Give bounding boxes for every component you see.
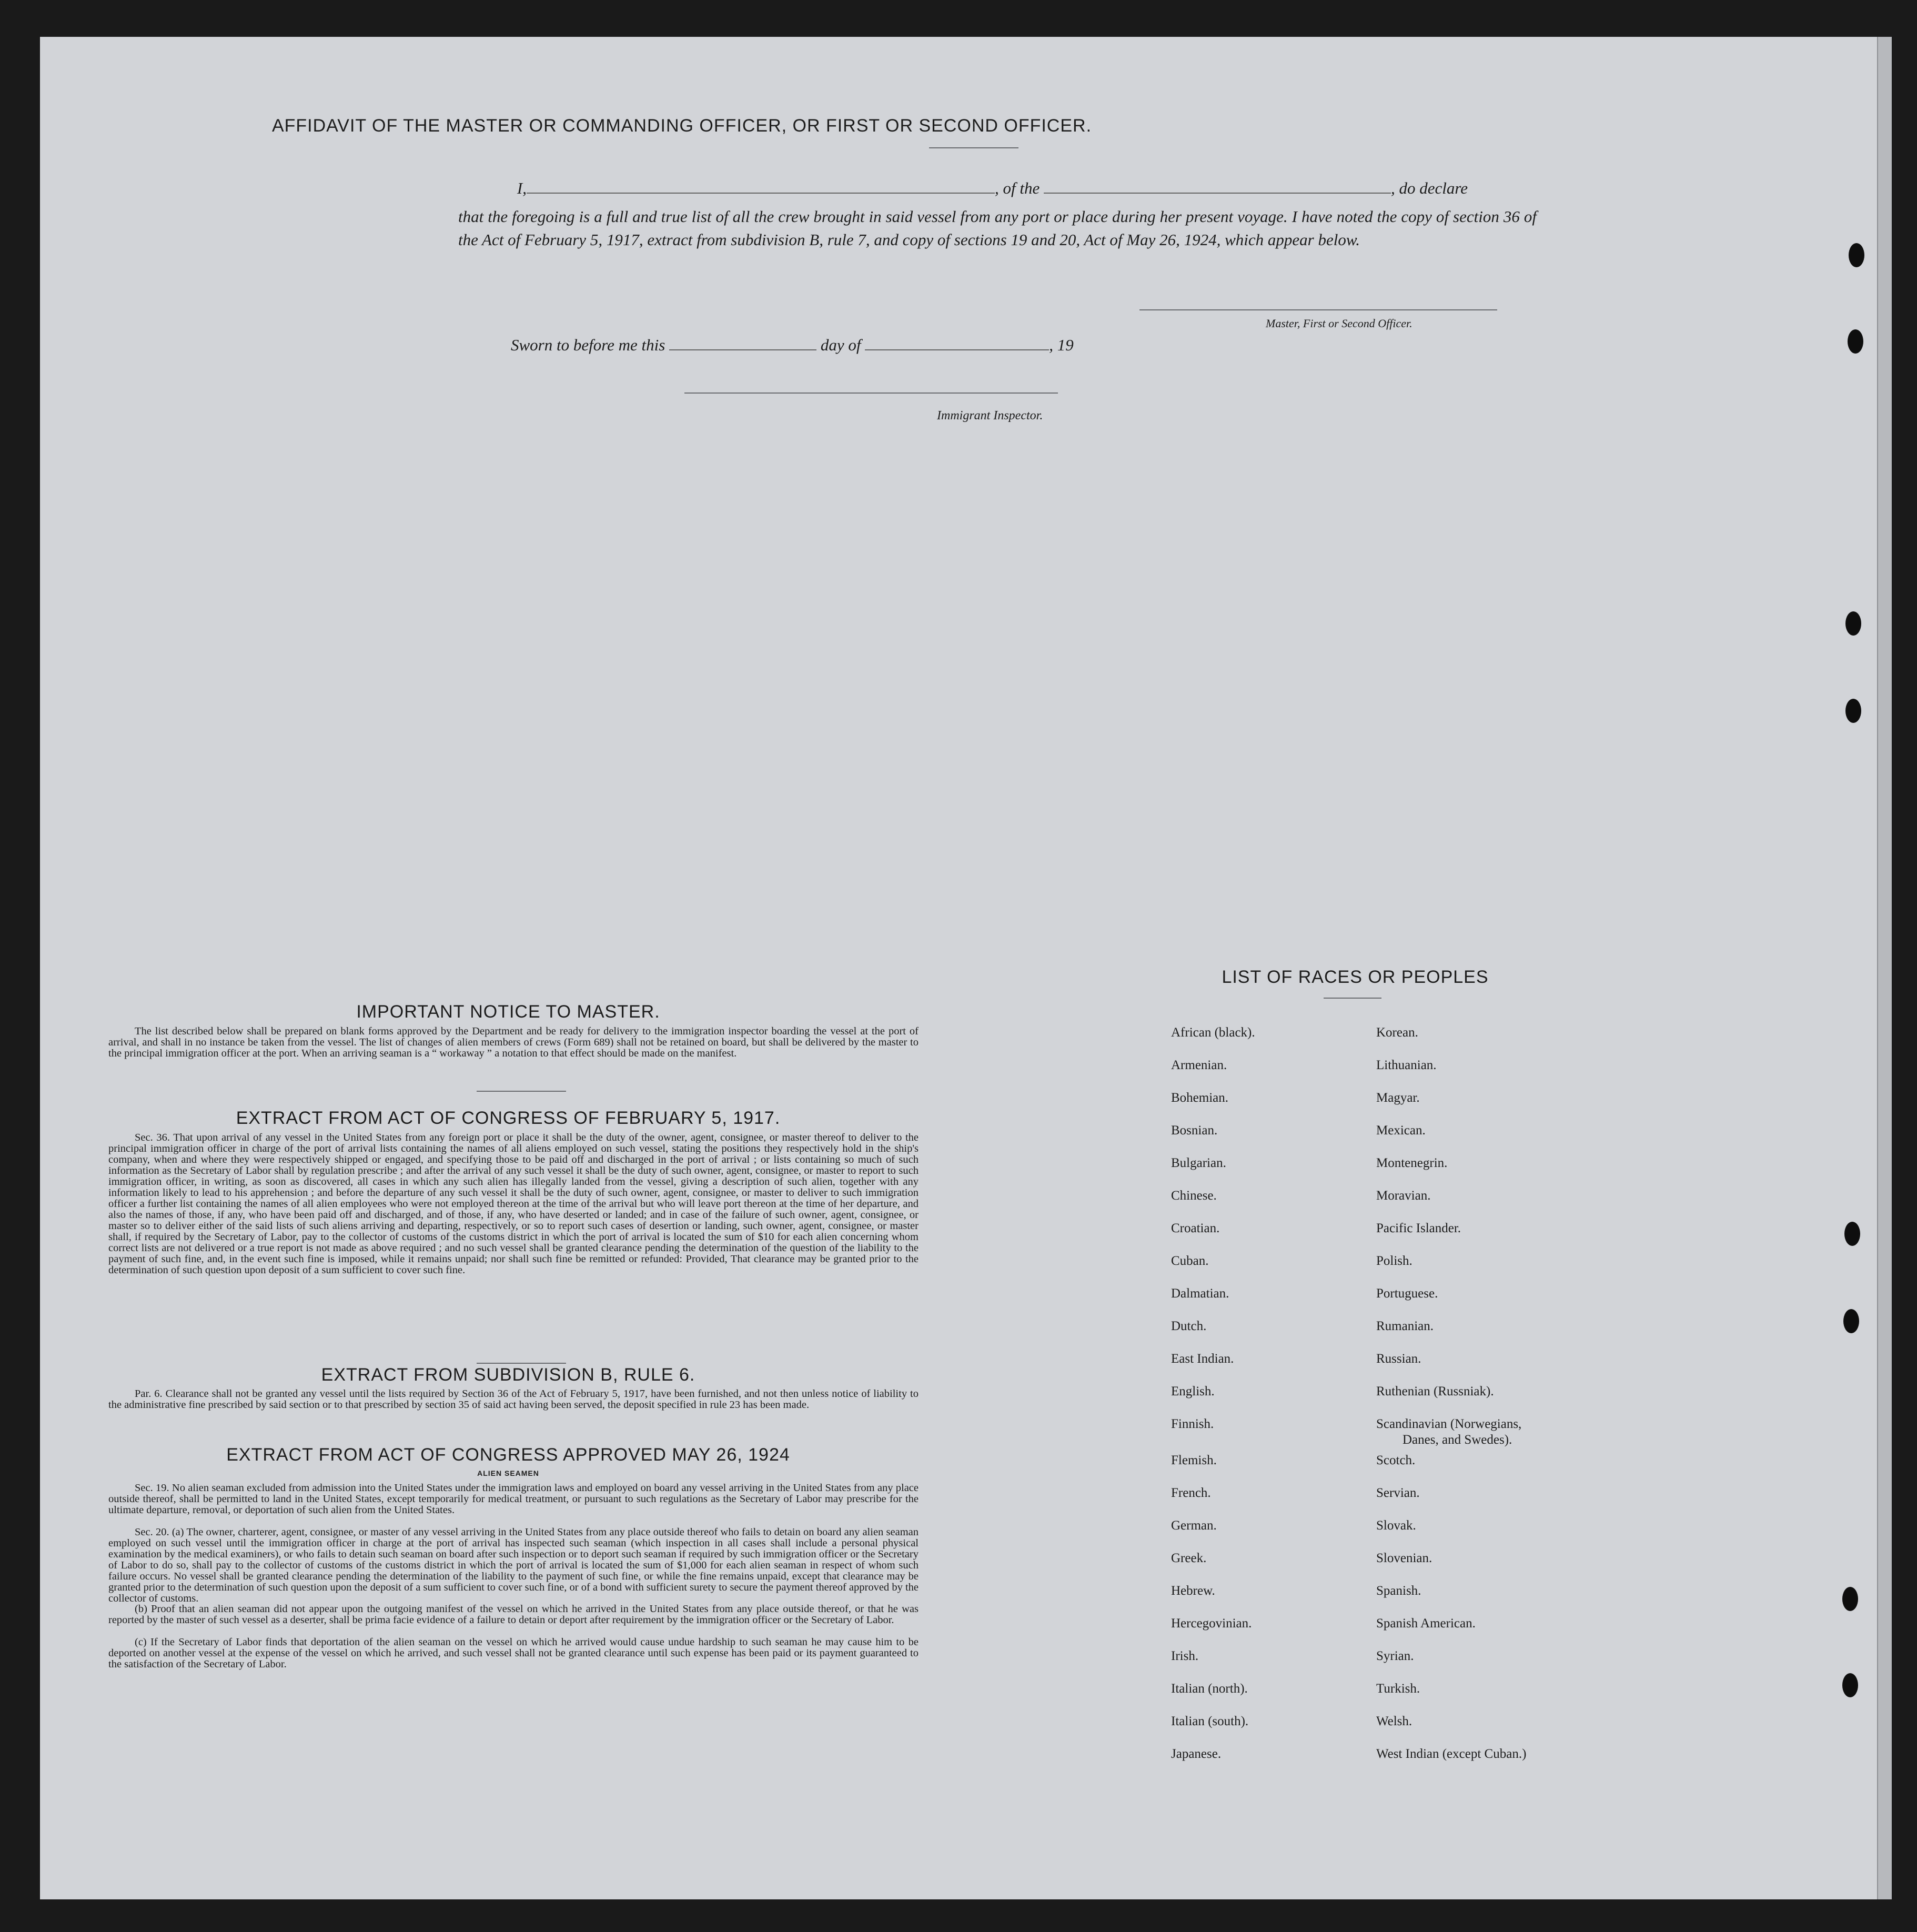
race-item: Welsh. (1376, 1714, 1412, 1728)
binder-hole-icon (1843, 1309, 1859, 1333)
race-item: Polish. (1376, 1254, 1412, 1268)
i-label: I, (517, 179, 527, 197)
race-item: African (black). (1171, 1025, 1255, 1040)
race-item: Dalmatian. (1171, 1286, 1229, 1301)
race-item: Dutch. (1171, 1319, 1207, 1333)
race-item: Flemish. (1171, 1453, 1217, 1467)
signature-line[interactable] (1139, 309, 1497, 310)
race-item: Cuban. (1171, 1254, 1209, 1268)
notice-divider (477, 1091, 566, 1092)
race-item: Bohemian. (1171, 1091, 1229, 1105)
sworn-line (511, 336, 1074, 355)
do-declare-label: , do declare (1391, 179, 1468, 197)
race-item: Scotch. (1376, 1453, 1416, 1467)
race-item: Bosnian. (1171, 1123, 1218, 1138)
title-divider (929, 147, 1018, 148)
race-item: Greek. (1171, 1551, 1207, 1565)
extract-rule6-text: Par. 6. Clearance shall not be granted any vessel until the lists required by Section 36 of the Act of February 5, 1917, have been furnished, and not then unless notice of liability to the administrative fine prescribed by said section or to that prescribed by section 35 of said act having been served, the deposit specified in rule 23 has been made. (108, 1388, 919, 1411)
race-item: Montenegrin. (1376, 1156, 1448, 1170)
race-item: Hercegovinian. (1171, 1616, 1252, 1631)
race-item: Croatian. (1171, 1221, 1220, 1235)
race-item: Turkish. (1376, 1682, 1420, 1696)
race-item: Syrian. (1376, 1649, 1414, 1663)
race-item: Italian (north). (1171, 1682, 1248, 1696)
race-item: Hebrew. (1171, 1584, 1215, 1598)
race-item: Rumanian. (1376, 1319, 1434, 1333)
race-item: Ruthenian (Russniak). (1376, 1384, 1494, 1398)
races-divider (1324, 998, 1381, 999)
alien-seamen-subtitle: ALIEN SEAMEN (477, 1469, 539, 1477)
affidavit-title: AFFIDAVIT OF THE MASTER OR COMMANDING OFFICER, OR FIRST OR SECOND OFFICER. (271, 116, 1092, 136)
notice-title: IMPORTANT NOTICE TO MASTER. (356, 1002, 660, 1022)
extract-1917-divider (477, 1363, 566, 1364)
signature-caption: Master, First or Second Officer. (1266, 317, 1412, 330)
year-label: , 19 (1049, 336, 1074, 354)
race-item: English. (1171, 1384, 1215, 1398)
race-item: Finnish. (1171, 1417, 1214, 1431)
race-item: Slovak. (1376, 1518, 1416, 1533)
race-item: Lithuanian. (1376, 1058, 1437, 1072)
binder-hole-icon (1849, 243, 1864, 267)
race-item: Korean. (1376, 1025, 1418, 1040)
affidavit-body: that the foregoing is a full and true list of all the crew brought in said vessel from any port or place during her present voyage. I have noted the copy of section 36 of the Act of February 5, 1917, extract from subdivision B, rule 7, and copy of sections 19 and 20, Act of May 26, 1924, which appear below. (458, 207, 1537, 249)
race-item: Slovenian. (1376, 1551, 1432, 1565)
race-item: German. (1171, 1518, 1217, 1533)
sworn-label: Sworn to before me this (511, 336, 665, 354)
day-of-label: day of (820, 336, 861, 354)
races-list-left (1171, 1025, 1255, 1779)
of-the-label: , of the (995, 179, 1040, 197)
extract-rule6-title: EXTRACT FROM SUBDIVISION B, RULE 6. (321, 1365, 695, 1385)
sworn-month-blank[interactable] (865, 349, 1049, 350)
extract-1924-title: EXTRACT FROM ACT OF CONGRESS APPROVED MAY 26, 1924 (226, 1445, 790, 1465)
binder-hole-icon (1844, 1222, 1860, 1246)
race-item: Spanish. (1376, 1584, 1421, 1598)
binder-hole-icon (1845, 611, 1861, 636)
sec20c-text: (c) If the Secretary of Labor finds that deportation of the alien seaman on the vessel on which he arrived would cause undue hardship to such seaman he may cause him to be deported on another vessel at the expense of the vessel on which he arrived, and such vessel shall not be granted clearance until such expense has been paid or its payment guaranteed to the satisfaction of the Secretary of Labor. (108, 1636, 919, 1670)
race-item: Servian. (1376, 1486, 1420, 1500)
race-item: Bulgarian. (1171, 1156, 1226, 1170)
sec20a-text: Sec. 20. (a) The owner, charterer, agent, consignee, or master of any vessel arriving in the United States from any place outside thereof who fails to detain on board any alien seaman employed on such vessel until the immigration officer in charge at the port of arrival has inspected such seaman (which inspection in all cases shall include a personal physical examination by the medical examiners), or who fails to detain such seaman on board after such inspection or to deport such seaman if required by such immigration officer or the Secretary of Labor to do so, shall pay to the collector of customs of the customs district in which the port of arrival is located the sum of $1,000 for each alien seaman in respect of whom such failure occurs. No vessel shall be granted clearance pending the determination of the liability to the payment of such fine, or while the fine remains unpaid, except that clearance may be granted prior to the determination of such question upon the deposit of a sum sufficient to cover such fine, or of a bond with sufficient surety to secure the payment thereof approved by the collector of customs. (108, 1526, 919, 1604)
inspector-signature-line[interactable] (684, 393, 1058, 394)
binder-hole-icon (1848, 329, 1863, 354)
notice-text: The list described below shall be prepared on blank forms approved by the Department and be ready for delivery to the immigration inspector boarding the vessel at the port of arrival, and shall in no instance be taken from the vessel. The list of changes of alien members of crews (Form 689) shall not be retained on board, but shall be delivered by the master to the principal immigration officer at the port. When an arriving seaman is a “ workaway ” a notation to that effect should be made on the manifest. (108, 1025, 919, 1059)
race-item: Italian (south). (1171, 1714, 1249, 1728)
race-item: Portuguese. (1376, 1286, 1438, 1301)
race-item: Mexican. (1376, 1123, 1426, 1138)
race-item: Spanish American. (1376, 1616, 1476, 1631)
race-item: Moravian. (1376, 1189, 1431, 1203)
race-item: Scandinavian (Norwegians, (1376, 1417, 1522, 1431)
race-item: Armenian. (1171, 1058, 1227, 1072)
sec19-text: Sec. 19. No alien seaman excluded from admission into the United States under the immigration laws and employed on board any vessel arriving in the United States from any place outside thereof, shall be permitted to land in the United States, except temporarily for medical treatment, or pursuant to such regulations as the Secretary of Labor may prescribe for the ultimate departure, removal, or deportation of such alien from the United States. (108, 1482, 919, 1516)
race-item: West Indian (except Cuban.) (1376, 1747, 1527, 1761)
name-blank[interactable] (527, 193, 995, 194)
affidavit-declaration-line (458, 179, 1537, 198)
race-item: Danes, and Swedes). (1403, 1433, 1512, 1447)
extract-1917-text: Sec. 36. That upon arrival of any vessel in the United States from any foreign port or place it shall be the duty of the owner, agent, consignee, or master thereof to deliver to the principal immigration officer in charge of the port of arrival lists containing the names of all aliens employed on such vessel, stating the positions they respectively hold in the ship's company, when and where they were respectively shipped or engaged, and specifying those to be paid off and discharged in the port of arrival ; or lists containing so much of such information as the Secretary of Labor shall by regulation prescribe ; and after the arrival of any such vessel it shall be the duty of such owner, agent, consignee, or master to report to such immigration officer, in writing, as soon as discovered, all cases in which any such alien has illegally landed from the vessel, giving a description of such alien, together with any information likely to lead to his apprehension ; and before the departure of any such vessel it shall be the duty of such owner, agent, consignee, or master to deliver to such immigration officer a further list containing the names of all alien employees who were not employed thereon at the time of the arrival but who will leave port thereon at the time of her departure, and also the names of those, if any, who have been paid off and discharged, and of those, if any, who have deserted or landed; and in case of the failure of such owner, agent, consignee, or master so to deliver either of the said lists of such aliens arriving and departing, respectively, or so to report such cases of desertion or landing, such owner, agent, consignee, or master shall, if required by the Secretary of Labor, pay to the collector of customs of the customs district in which the port of arrival is located the sum of $10 for each alien concerning whom correct lists are not delivered or a true report is not made as above required ; and no such vessel shall be granted clearance pending the determination of the question of the liability to the payment of such fine, and, in the event such fine is imposed, while it remains unpaid; nor shall such fine be remitted or refunded: Provided, That clearance may be granted prior to the determination of such question upon deposit of a sum sufficient to cover such fine. (108, 1132, 919, 1276)
race-item: Japanese. (1171, 1747, 1222, 1761)
race-item: French. (1171, 1486, 1211, 1500)
binder-hole-icon (1842, 1587, 1858, 1611)
race-item: Pacific Islander. (1376, 1221, 1461, 1235)
race-item: Irish. (1171, 1649, 1199, 1663)
sworn-day-blank[interactable] (669, 349, 816, 350)
binder-hole-icon (1845, 699, 1861, 723)
page-edge (1877, 37, 1892, 1899)
race-item: Magyar. (1376, 1091, 1420, 1105)
inspector-caption: Immigrant Inspector. (937, 409, 1043, 422)
race-item: Chinese. (1171, 1189, 1217, 1203)
form-page (40, 37, 1892, 1899)
extract-1917-title: EXTRACT FROM ACT OF CONGRESS OF FEBRUARY 5, 1917. (236, 1108, 781, 1128)
binder-hole-icon (1842, 1673, 1858, 1697)
position-blank[interactable] (1044, 193, 1391, 194)
sec20b-text: (b) Proof that an alien seaman did not appear upon the outgoing manifest of the vessel on which he arrived in the United States from any place outside thereof, or that he was reported by the master of such vessel as a deserter, shall be prima facie evidence of a failure to detain or deport after requirement by the immigration officer or the Secretary of Labor. (108, 1603, 919, 1626)
race-item: East Indian. (1171, 1352, 1234, 1366)
races-title: LIST OF RACES OR PEOPLES (1222, 967, 1489, 987)
race-item: Russian. (1376, 1352, 1421, 1366)
races-list-right (1376, 1025, 1526, 1779)
